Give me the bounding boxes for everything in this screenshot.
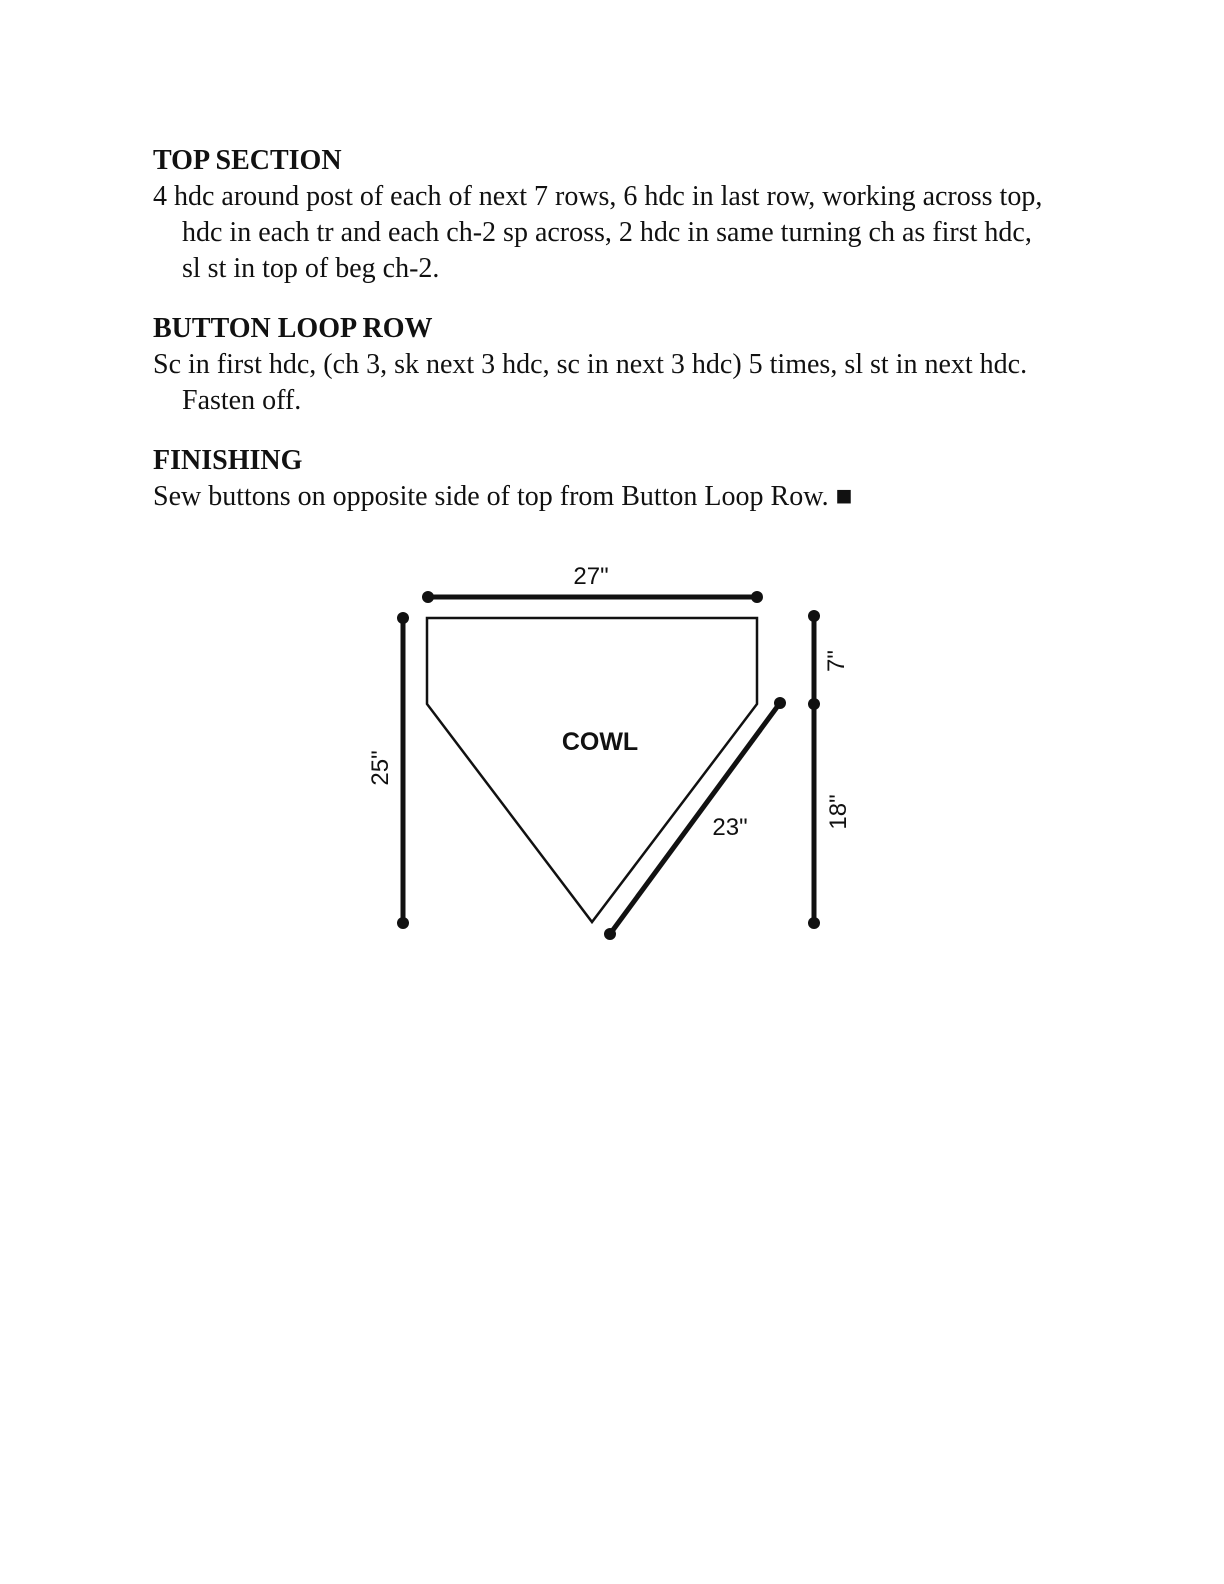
top-height-label: 7" [823,650,850,672]
section-body: 4 hdc around post of each of next 7 rows, 6 hdc in last row, working across top, hdc in each tr and each ch-2 sp across, 2 hdc in same turning ch as first hdc, sl st in top of beg ch-2. [153,181,1043,284]
width-dimension-line [422,591,763,603]
section-top-section [153,143,1053,287]
cowl-outline [427,618,757,922]
cowl-schematic-diagram [360,555,860,955]
cowl-label: COWL [561,728,639,756]
section-button-loop-row [153,311,1053,419]
bottom-height-label: 18" [825,794,852,830]
total-height-label: 25" [367,750,394,786]
section-heading: TOP SECTION [153,145,342,176]
section-body: Sew buttons on opposite side of top from Button Loop Row. ■ [153,481,853,512]
pattern-text [153,143,1053,539]
section-finishing [153,443,1053,515]
right-height-dimension-line [808,610,820,929]
diagonal-label: 23" [712,814,748,841]
width-label: 27" [573,563,609,590]
section-heading: BUTTON LOOP ROW [153,313,433,344]
total-height-dimension-line [397,612,409,929]
section-body: Sc in first hdc, (ch 3, sk next 3 hdc, sc in next 3 hdc) 5 times, sl st in next hdc. Fasten off. [153,349,1028,416]
section-heading: FINISHING [153,445,303,476]
